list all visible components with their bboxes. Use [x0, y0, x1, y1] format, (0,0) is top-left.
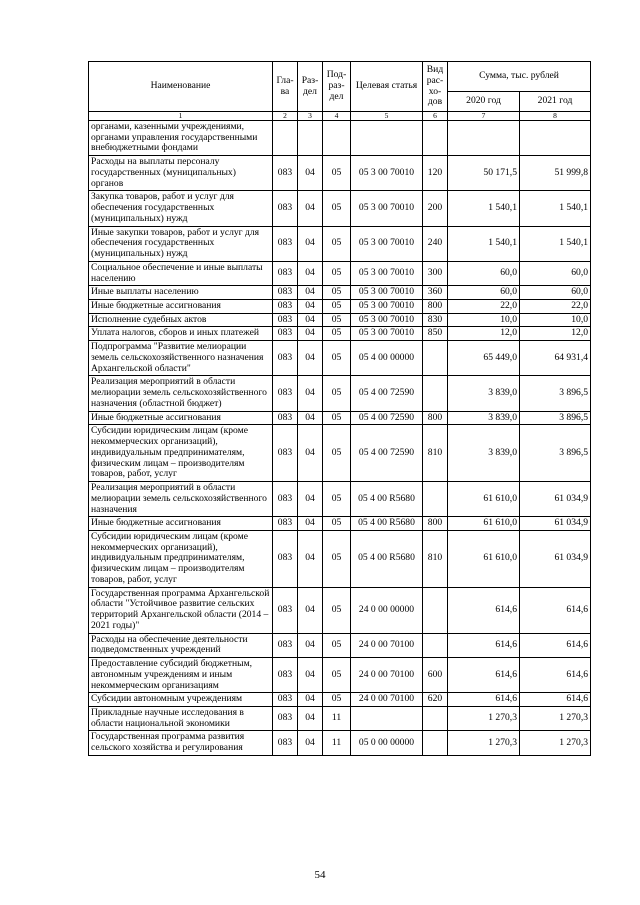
row-vid: 600 [423, 658, 448, 693]
row-podrazdel: 05 [323, 341, 351, 376]
row-name: Государственная программа Архангельской области "Устойчивое развитие сельских территорий Архангельской области (2014 – 2021 годы)" [89, 587, 273, 633]
table-row [89, 313, 591, 327]
row-glava: 083 [273, 411, 298, 425]
row-podrazdel: 05 [323, 300, 351, 314]
row-name: Иные бюджетные ассигнования [89, 411, 273, 425]
table-row [89, 633, 591, 657]
row-value-2020: 614,6 [448, 658, 520, 693]
row-value-2021: 12,0 [520, 327, 591, 341]
row-target: 05 3 00 70010 [351, 261, 423, 285]
row-name: Реализация мероприятий в области мелиорации земель сельскохозяйственного назначения [89, 482, 273, 517]
row-value-2021: 61 034,9 [520, 517, 591, 531]
row-value-2021: 614,6 [520, 693, 591, 707]
row-glava: 083 [273, 587, 298, 633]
table-row [89, 286, 591, 300]
table-row [89, 706, 591, 730]
row-value-2021: 614,6 [520, 633, 591, 657]
row-vid [423, 341, 448, 376]
column-number: 6 [423, 112, 448, 121]
row-value-2020: 61 610,0 [448, 482, 520, 517]
row-name: Закупка товаров, работ и услуг для обеспечения государственных (муниципальных) нужд [89, 191, 273, 226]
row-value-2021: 61 034,9 [520, 482, 591, 517]
header-target: Целевая статья [351, 62, 423, 112]
row-vid: 120 [423, 156, 448, 191]
row-name: Предоставление субсидий бюджетным, автономным учреждениям и иным некоммерческим организациям [89, 658, 273, 693]
header-glava: Гла-ва [273, 62, 298, 112]
row-vid: 240 [423, 226, 448, 261]
row-target [351, 121, 423, 156]
row-vid: 360 [423, 286, 448, 300]
row-vid: 800 [423, 300, 448, 314]
row-razdel: 04 [298, 731, 323, 755]
header-sum: Сумма, тыс. рублей [448, 62, 591, 92]
row-value-2020: 3 839,0 [448, 411, 520, 425]
row-vid [423, 482, 448, 517]
row-podrazdel: 05 [323, 658, 351, 693]
column-number-row [89, 112, 591, 121]
row-target: 24 0 00 00000 [351, 587, 423, 633]
row-razdel: 04 [298, 706, 323, 730]
row-podrazdel: 05 [323, 313, 351, 327]
row-glava: 083 [273, 530, 298, 587]
row-razdel: 04 [298, 300, 323, 314]
row-podrazdel: 05 [323, 482, 351, 517]
row-razdel: 04 [298, 156, 323, 191]
column-number: 8 [520, 112, 591, 121]
row-vid: 300 [423, 261, 448, 285]
row-target: 05 3 00 70010 [351, 286, 423, 300]
table-row [89, 658, 591, 693]
row-glava: 083 [273, 633, 298, 657]
row-value-2020: 10,0 [448, 313, 520, 327]
row-name: Исполнение судебных актов [89, 313, 273, 327]
row-value-2021: 61 034,9 [520, 530, 591, 587]
row-value-2020: 3 839,0 [448, 376, 520, 411]
row-target: 05 3 00 70010 [351, 300, 423, 314]
row-vid [423, 121, 448, 156]
row-podrazdel: 05 [323, 286, 351, 300]
row-razdel: 04 [298, 226, 323, 261]
row-value-2020: 60,0 [448, 261, 520, 285]
row-razdel: 04 [298, 313, 323, 327]
table-row [89, 482, 591, 517]
row-target: 05 4 00 72590 [351, 376, 423, 411]
row-value-2020: 614,6 [448, 587, 520, 633]
row-podrazdel: 11 [323, 731, 351, 755]
table-row [89, 517, 591, 531]
row-podrazdel: 05 [323, 530, 351, 587]
row-target: 05 3 00 70010 [351, 313, 423, 327]
row-value-2020: 1 540,1 [448, 191, 520, 226]
row-value-2021: 1 270,3 [520, 731, 591, 755]
table-header [89, 62, 591, 121]
row-target: 05 4 00 R5680 [351, 482, 423, 517]
page-number: 54 [314, 869, 326, 881]
row-name: Иные бюджетные ассигнования [89, 517, 273, 531]
row-glava: 083 [273, 517, 298, 531]
row-name: Субсидии юридическим лицам (кроме некоммерческих организаций), индивидуальным предпринимателям, физическим лицам – производителям товаров, работ, услуг [89, 425, 273, 482]
row-podrazdel: 05 [323, 191, 351, 226]
row-razdel: 04 [298, 517, 323, 531]
row-podrazdel: 05 [323, 517, 351, 531]
row-razdel: 04 [298, 376, 323, 411]
row-value-2020: 22,0 [448, 300, 520, 314]
row-glava: 083 [273, 482, 298, 517]
table-row [89, 587, 591, 633]
row-glava: 083 [273, 658, 298, 693]
row-name: Реализация мероприятий в области мелиорации земель сельскохозяйственного назначения (областной бюджет) [89, 376, 273, 411]
row-vid: 810 [423, 425, 448, 482]
row-target: 05 3 00 70010 [351, 191, 423, 226]
row-glava: 083 [273, 261, 298, 285]
row-glava: 083 [273, 286, 298, 300]
row-podrazdel: 05 [323, 327, 351, 341]
row-value-2021: 60,0 [520, 286, 591, 300]
row-name: Иные бюджетные ассигнования [89, 300, 273, 314]
table-row [89, 300, 591, 314]
row-value-2021: 3 896,5 [520, 411, 591, 425]
row-target: 24 0 00 70100 [351, 693, 423, 707]
row-value-2020: 65 449,0 [448, 341, 520, 376]
row-glava: 083 [273, 693, 298, 707]
table-row [89, 191, 591, 226]
row-podrazdel: 05 [323, 261, 351, 285]
row-value-2020: 1 270,3 [448, 731, 520, 755]
row-vid: 620 [423, 693, 448, 707]
row-podrazdel: 11 [323, 706, 351, 730]
row-name: Иные закупки товаров, работ и услуг для обеспечения государственных (муниципальных) нужд [89, 226, 273, 261]
column-number: 5 [351, 112, 423, 121]
row-name: Государственная программа развития сельского хозяйства и регулирования [89, 731, 273, 755]
row-value-2021: 3 896,5 [520, 376, 591, 411]
row-name: Субсидии автономным учреждениям [89, 693, 273, 707]
row-vid: 830 [423, 313, 448, 327]
row-name: Расходы на обеспечение деятельности подведомственных учреждений [89, 633, 273, 657]
row-vid: 800 [423, 517, 448, 531]
row-razdel: 04 [298, 482, 323, 517]
row-target: 05 4 00 R5680 [351, 530, 423, 587]
row-target: 24 0 00 70100 [351, 658, 423, 693]
table-row [89, 425, 591, 482]
row-podrazdel: 05 [323, 376, 351, 411]
row-value-2021: 614,6 [520, 658, 591, 693]
budget-table [88, 61, 591, 756]
row-razdel: 04 [298, 411, 323, 425]
row-razdel: 04 [298, 261, 323, 285]
table-row [89, 411, 591, 425]
row-value-2020: 614,6 [448, 633, 520, 657]
row-razdel: 04 [298, 658, 323, 693]
row-podrazdel: 05 [323, 226, 351, 261]
table-row [89, 121, 591, 156]
row-vid: 810 [423, 530, 448, 587]
row-podrazdel [323, 121, 351, 156]
row-razdel: 04 [298, 587, 323, 633]
row-razdel: 04 [298, 530, 323, 587]
row-name: Иные выплаты населению [89, 286, 273, 300]
row-podrazdel: 05 [323, 411, 351, 425]
table-body [89, 121, 591, 756]
row-glava: 083 [273, 706, 298, 730]
row-razdel [298, 121, 323, 156]
row-value-2021: 1 270,3 [520, 706, 591, 730]
row-razdel: 04 [298, 425, 323, 482]
table-row [89, 327, 591, 341]
row-razdel: 04 [298, 327, 323, 341]
row-razdel: 04 [298, 341, 323, 376]
row-value-2021: 1 540,1 [520, 191, 591, 226]
row-target: 05 3 00 70010 [351, 226, 423, 261]
row-value-2020 [448, 121, 520, 156]
row-name: Расходы на выплаты персоналу государственных (муниципальных) органов [89, 156, 273, 191]
row-vid [423, 633, 448, 657]
row-target: 05 3 00 70010 [351, 327, 423, 341]
row-glava: 083 [273, 156, 298, 191]
row-value-2021: 22,0 [520, 300, 591, 314]
column-number: 1 [89, 112, 273, 121]
row-value-2020: 1 540,1 [448, 226, 520, 261]
header-2021: 2021 год [520, 92, 591, 112]
row-glava: 083 [273, 191, 298, 226]
row-glava: 083 [273, 226, 298, 261]
table-row [89, 341, 591, 376]
header-vid: Вид рас-хо-дов [423, 62, 448, 112]
row-glava: 083 [273, 327, 298, 341]
row-vid: 850 [423, 327, 448, 341]
row-glava: 083 [273, 425, 298, 482]
row-vid: 800 [423, 411, 448, 425]
row-glava: 083 [273, 341, 298, 376]
row-value-2020: 614,6 [448, 693, 520, 707]
row-value-2021 [520, 121, 591, 156]
row-name: Субсидии юридическим лицам (кроме некоммерческих организаций), индивидуальным предпринимателям, физическим лицам – производителям товаров, работ, услуг [89, 530, 273, 587]
row-vid [423, 706, 448, 730]
row-target: 05 4 00 72590 [351, 425, 423, 482]
row-glava: 083 [273, 313, 298, 327]
row-value-2020: 1 270,3 [448, 706, 520, 730]
row-target: 05 0 00 00000 [351, 731, 423, 755]
row-target: 05 3 00 70010 [351, 156, 423, 191]
row-value-2021: 3 896,5 [520, 425, 591, 482]
row-target: 24 0 00 70100 [351, 633, 423, 657]
row-razdel: 04 [298, 633, 323, 657]
row-value-2020: 50 171,5 [448, 156, 520, 191]
row-target: 05 4 00 72590 [351, 411, 423, 425]
column-number: 2 [273, 112, 298, 121]
table-row [89, 261, 591, 285]
row-value-2021: 51 999,8 [520, 156, 591, 191]
row-podrazdel: 05 [323, 425, 351, 482]
table-row [89, 226, 591, 261]
table-row [89, 530, 591, 587]
column-number: 3 [298, 112, 323, 121]
row-value-2020: 61 610,0 [448, 530, 520, 587]
table-row [89, 156, 591, 191]
row-name: органами, казенными учреждениями, органами управления государственными внебюджетными фондами [89, 121, 273, 156]
row-razdel: 04 [298, 693, 323, 707]
row-vid [423, 731, 448, 755]
column-number: 4 [323, 112, 351, 121]
row-value-2021: 1 540,1 [520, 226, 591, 261]
row-value-2021: 10,0 [520, 313, 591, 327]
row-value-2021: 64 931,4 [520, 341, 591, 376]
row-vid: 200 [423, 191, 448, 226]
row-glava: 083 [273, 300, 298, 314]
row-podrazdel: 05 [323, 633, 351, 657]
row-glava: 083 [273, 731, 298, 755]
row-razdel: 04 [298, 191, 323, 226]
row-glava [273, 121, 298, 156]
table-row [89, 376, 591, 411]
table-row [89, 693, 591, 707]
row-value-2020: 61 610,0 [448, 517, 520, 531]
row-value-2020: 60,0 [448, 286, 520, 300]
row-value-2020: 3 839,0 [448, 425, 520, 482]
row-glava: 083 [273, 376, 298, 411]
row-podrazdel: 05 [323, 693, 351, 707]
row-target: 05 4 00 00000 [351, 341, 423, 376]
header-2020: 2020 год [448, 92, 520, 112]
row-podrazdel: 05 [323, 156, 351, 191]
row-name: Уплата налогов, сборов и иных платежей [89, 327, 273, 341]
row-name: Подпрограмма "Развитие мелиорации земель сельскохозяйственного назначения Архангельской области" [89, 341, 273, 376]
row-podrazdel: 05 [323, 587, 351, 633]
row-value-2021: 614,6 [520, 587, 591, 633]
row-value-2020: 12,0 [448, 327, 520, 341]
table-row [89, 731, 591, 755]
row-razdel: 04 [298, 286, 323, 300]
row-target: 05 4 00 R5680 [351, 517, 423, 531]
row-vid [423, 587, 448, 633]
header-razdel: Раз-дел [298, 62, 323, 112]
header-name: Наименование [89, 62, 273, 112]
row-vid [423, 376, 448, 411]
row-name: Социальное обеспечение и иные выплаты населению [89, 261, 273, 285]
header-podrazdel: Под-раз-дел [323, 62, 351, 112]
row-value-2021: 60,0 [520, 261, 591, 285]
row-target [351, 706, 423, 730]
column-number: 7 [448, 112, 520, 121]
row-name: Прикладные научные исследования в области национальной экономики [89, 706, 273, 730]
